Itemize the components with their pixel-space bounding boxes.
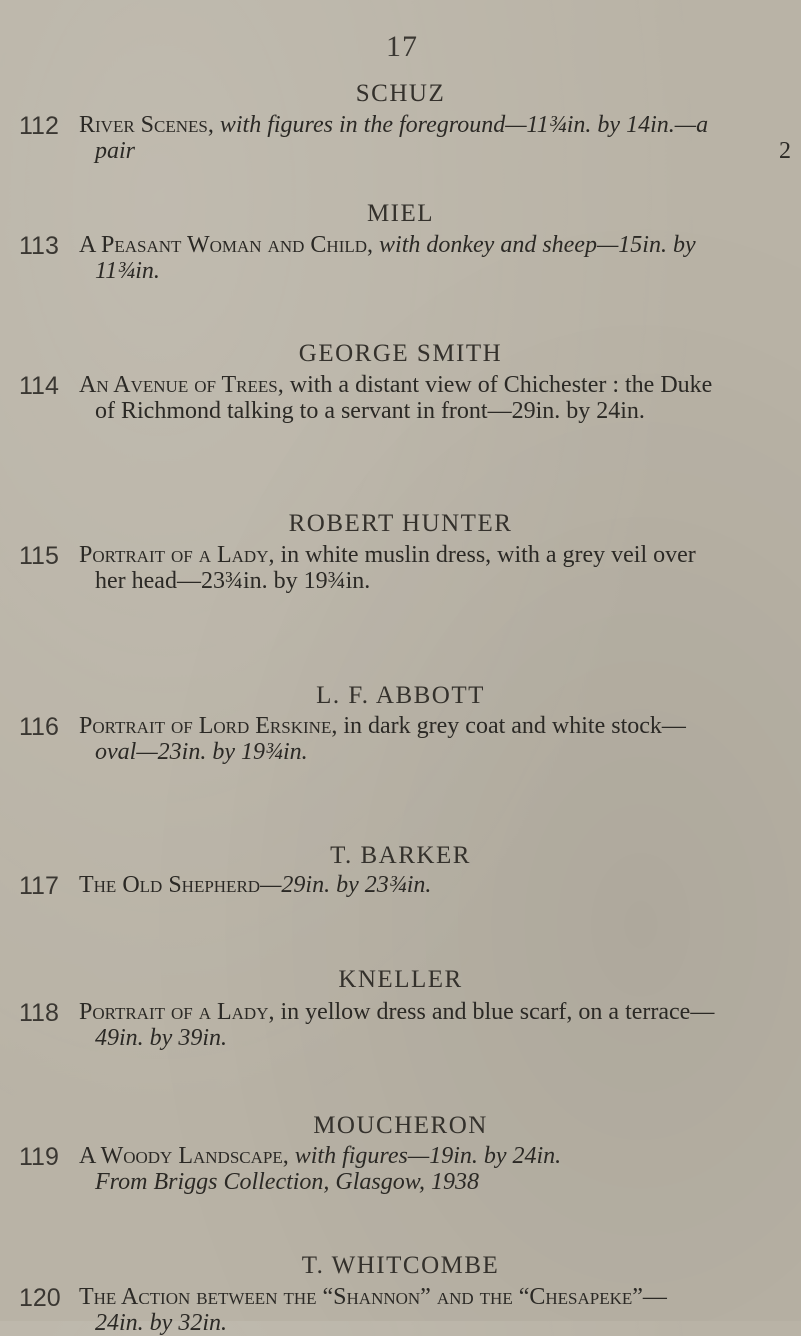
lot-details: in white muslin dress, with a grey veil over	[274, 542, 696, 568]
lot-number: 120	[19, 1284, 61, 1312]
lot-details: with figures in the foreground—11¾in. by 14in.—a	[213, 112, 709, 138]
lot-number: 113	[19, 232, 59, 260]
lot-title: The Old Shepherd	[79, 872, 261, 898]
lot-details-line2: pair	[95, 138, 136, 164]
lot-details-continued: her head—23¾in. by 19¾in.	[95, 568, 371, 594]
lot-description	[79, 542, 791, 594]
lot-provenance: From Briggs Collection, Glasgow, 1938	[95, 1169, 479, 1195]
lot-title: Portrait of Lord Erskine,	[79, 713, 338, 739]
lot-details: in dark grey coat and white stock—	[337, 713, 686, 739]
lot-details: with donkey and sheep—15in. by	[373, 232, 696, 258]
lot-details: with figures—19in. by 24in.	[288, 1143, 562, 1169]
lot-title: A Woody Landscape,	[79, 1143, 289, 1169]
lot-details-continued: 11¾in.	[95, 258, 160, 284]
lot-description	[79, 112, 791, 164]
lot-description	[79, 1284, 791, 1336]
lot-title: The Action between the “Shannon” and the “Chesapeke”	[79, 1284, 643, 1310]
lot-number: 117	[19, 872, 59, 900]
artist-name: T. BARKER	[330, 842, 471, 869]
lot-title: An Avenue of Trees,	[79, 372, 284, 398]
artist-name: GEORGE SMITH	[298, 340, 503, 367]
lot-details-continued	[79, 138, 791, 164]
lot-quantity: 2	[779, 138, 791, 164]
lot-number: 112	[19, 112, 59, 140]
artist-name: KNELLER	[338, 966, 463, 993]
artist-name: ROBERT HUNTER	[288, 510, 513, 537]
lot-details-continued: of Richmond talking to a servant in front—29in. by 24in.	[95, 398, 645, 424]
lot-description	[79, 1143, 791, 1195]
lot-number: 119	[19, 1143, 59, 1171]
artist-name: SCHUZ	[355, 80, 446, 107]
lot-details-continued: oval—23in. by 19¾in.	[95, 739, 308, 765]
lot-number: 115	[19, 542, 59, 570]
lot-title: River Scenes,	[79, 112, 214, 138]
artist-name: L. F. ABBOTT	[316, 682, 485, 709]
artist-name: MOUCHERON	[313, 1112, 488, 1139]
lot-number: 116	[19, 713, 59, 741]
lot-details: —	[642, 1284, 667, 1310]
lot-title: Portrait of a Lady,	[79, 999, 275, 1025]
lot-title: A Peasant Woman and Child,	[79, 232, 374, 258]
lot-description	[79, 232, 791, 284]
lot-number: 114	[19, 372, 59, 400]
lot-details-continued: 49in. by 39in.	[95, 1025, 227, 1051]
lot-details: with a distant view of Chichester : the Duke	[283, 372, 713, 398]
lot-description	[79, 713, 791, 765]
artist-name: MIEL	[366, 200, 435, 227]
lot-description	[79, 872, 791, 898]
lot-details: —29in. by 23¾in.	[260, 872, 432, 898]
page-number: 17	[386, 30, 418, 63]
lot-number: 118	[19, 999, 59, 1027]
lot-description	[79, 372, 791, 424]
lot-title: Portrait of a Lady,	[79, 542, 275, 568]
lot-details-continued: 24in. by 32in.	[95, 1310, 227, 1336]
artist-name: T. WHITCOMBE	[301, 1252, 500, 1279]
lot-description	[79, 999, 791, 1051]
lot-details: in yellow dress and blue scarf, on a terrace—	[274, 999, 715, 1025]
